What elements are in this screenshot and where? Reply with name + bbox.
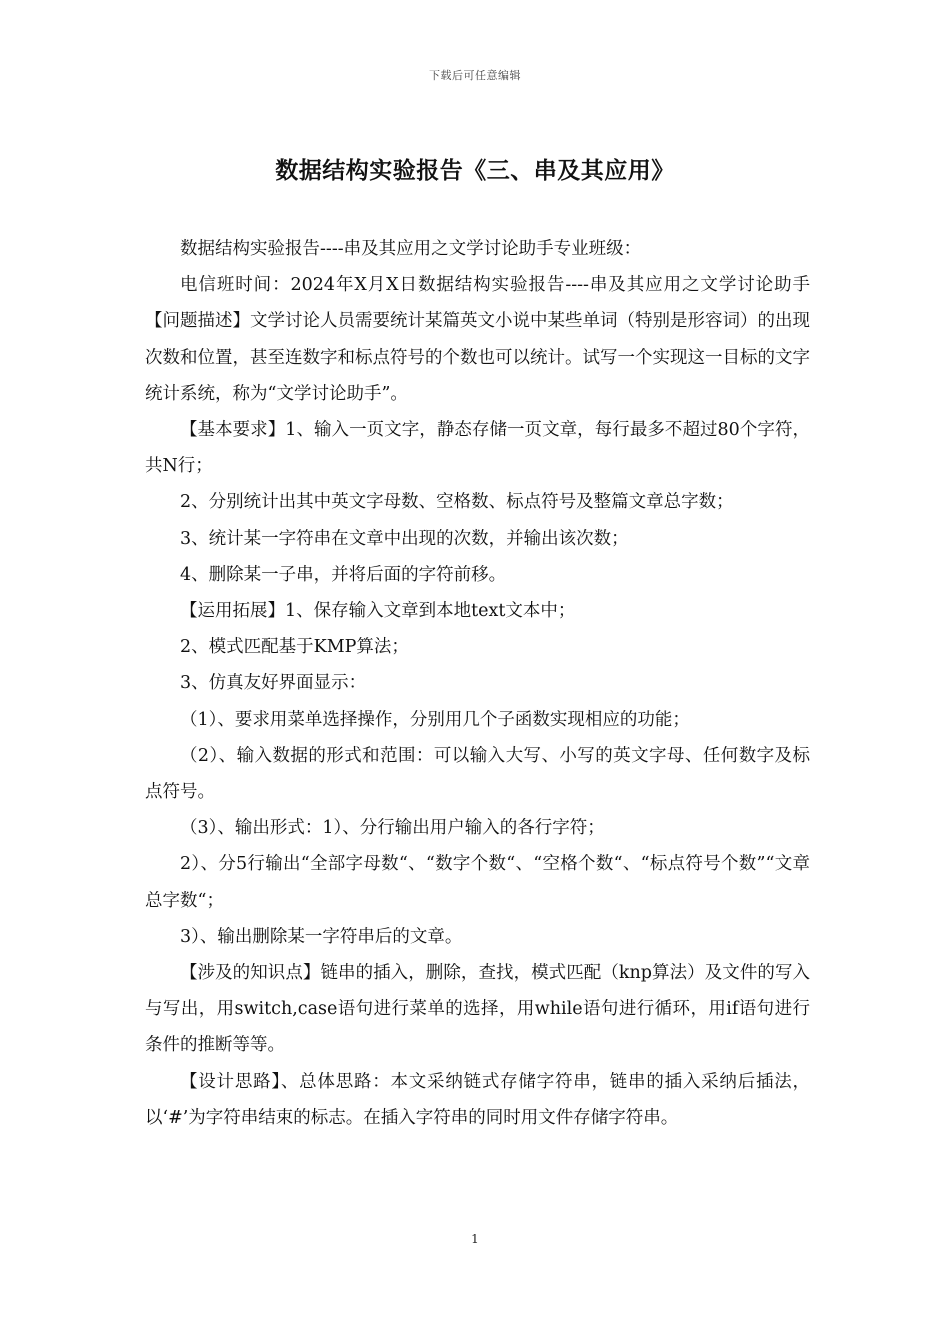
paragraph: 2、分别统计出其中英文字母数、空格数、标点符号及整篇文章总字数； [180, 492, 734, 513]
page-number: 1 [471, 1232, 479, 1246]
paragraph: 【涉及的知识点】链串的插入，删除，查找，模式匹配（knp算法）及文件的写入与写出，用switch,case语句进行菜单的选择，用while语句进行循环，用if语句进行条件的推断等等。 [145, 963, 810, 1056]
paragraph: 3）、输出删除某一字符串后的文章。 [180, 926, 463, 947]
paragraph: 【运用拓展】1、保存输入文章到本地text文本中； [180, 601, 576, 622]
paragraph: 【设计思路】、总体思路：本文采纳链式存储字符串，链串的插入采纳后插法，以‘#’为字符串结束的标志。在插入字符串的同时用文件存储字符串。 [145, 1071, 810, 1128]
paragraph: 3、仿真友好界面显示： [180, 673, 367, 694]
page-header: 下载后可任意编辑 [429, 69, 521, 82]
paragraph: （1）、要求用菜单选择操作，分别用几个子函数实现相应的功能； [180, 709, 690, 730]
paragraph: 电信班时间：2024年X月X日数据结构实验报告----串及其应用之文学讨论助手【问题描述】文学讨论人员需要统计某篇英文小说中某些单词（特别是形容词）的出现次数和位置，甚至连数字和标点符号的个数也可以统计。试写一个实现这一目标的文字统计系统，称为“文学讨论助手”。 [145, 275, 810, 404]
paragraph: 【基本要求】1、输入一页文字，静态存储一页文章，每行最多不超过80个字符，共N行； [145, 420, 810, 477]
document-body [145, 231, 810, 1136]
document-title: 数据结构实验报告《三、串及其应用》 [275, 158, 675, 184]
paragraph: 4、删除某一子串，并将后面的字符前移。 [180, 564, 507, 585]
paragraph: 2）、分5行输出“全部字母数“、“数字个数“、“空格个数“、“标点符号个数”“文章总字数“； [145, 854, 810, 911]
paragraph: 数据结构实验报告----串及其应用之文学讨论助手专业班级： [180, 239, 642, 259]
paragraph: （3）、输出形式：1）、分行输出用户输入的各行字符； [180, 818, 605, 839]
paragraph: 3、统计某一字符串在文章中出现的次数，并输出该次数； [180, 528, 629, 549]
paragraph: （2）、输入数据的形式和范围：可以输入大写、小写的英文字母、任何数字及标点符号。 [145, 745, 810, 803]
paragraph: 2、模式匹配基于KMP算法； [180, 637, 409, 658]
